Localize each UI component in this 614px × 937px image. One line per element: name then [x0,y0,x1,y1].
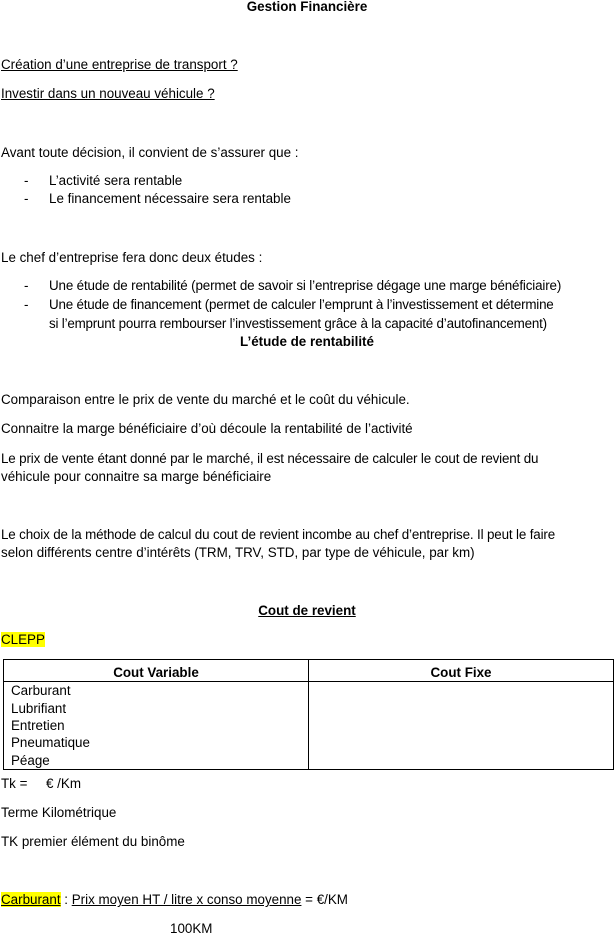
cost-table [3,659,614,770]
paragraph: Le prix de vente étant donné par le marché, il est nécessaire de calculer le cout de revient du [1,451,539,466]
table-header-row [4,660,614,682]
carburant-denominator: 100KM [170,921,213,936]
carburant-formula: Carburant : Prix moyen HT / litre x conso moyenne = €/KM [1,892,348,907]
carburant-numerator: Prix moyen HT / litre x conso moyenne [71,892,302,907]
tk-formula: Tk = € /Km [1,776,81,791]
question-transport: Création d’une entreprise de transport ? [1,57,238,72]
page-title: Gestion Financière [246,0,368,14]
question-vehicle: Investir dans un nouveau véhicule ? [1,86,215,101]
table-row: Carburant [4,682,614,700]
paragraph: véhicule pour connaitre sa marge bénéficiaire [1,469,272,484]
header-cout-fixe: Cout Fixe [309,660,614,682]
terme-kilometrique: Terme Kilométrique [1,805,117,820]
table-row: Pneumatique [4,734,614,751]
paragraph: Comparaison entre le prix de vente du marché et le coût du véhicule. [1,392,410,407]
clepp-label: CLEPP [1,632,45,647]
studies-intro: Le chef d’entreprise fera donc deux études : [1,250,263,265]
carburant-label: Carburant [1,892,61,907]
header-cout-variable: Cout Variable [4,660,309,682]
paragraph: selon différents centre d’intérêts (TRM, TRV, STD, par type de véhicule, par km) [1,545,475,560]
table-row: Péage [4,752,614,770]
table-row: Lubrifiant [4,699,614,716]
paragraph: Le choix de la méthode de calcul du cout de revient incombe au chef d’entreprise. Il peut le faire [1,527,556,542]
section-title-rentabilite: L’étude de rentabilité [240,334,374,349]
intro-text: Avant toute décision, il convient de s’assurer que : [1,145,299,160]
section-title-cout-de-revient: Cout de revient [258,603,356,618]
tk-first-element: TK premier élément du binôme [1,834,185,849]
paragraph: Connaitre la marge bénéficiaire d’où découle la rentabilité de l’activité [1,421,413,436]
table-row: Entretien [4,717,614,734]
